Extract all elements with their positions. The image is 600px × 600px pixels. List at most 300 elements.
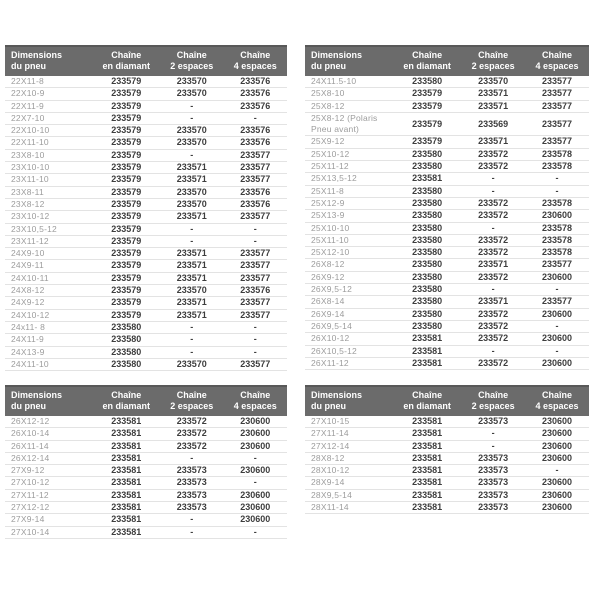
part-number: 233581 bbox=[412, 173, 443, 184]
part-number: 233581 bbox=[111, 489, 142, 500]
table-row bbox=[305, 136, 589, 148]
part-number: 233580 bbox=[412, 161, 443, 172]
table-row bbox=[5, 285, 287, 297]
tire-dimension: 23X8-11 bbox=[11, 186, 44, 197]
table-row bbox=[5, 248, 287, 260]
table-row bbox=[305, 321, 589, 333]
part-number: 233580 bbox=[412, 197, 443, 208]
part-number: 233579 bbox=[111, 297, 142, 308]
part-number: 233581 bbox=[111, 452, 142, 463]
header-line: 4 espaces bbox=[233, 401, 277, 411]
table-row bbox=[5, 174, 287, 186]
tire-dimension: 25X9-12 bbox=[311, 136, 345, 147]
part-number: 233576 bbox=[240, 285, 271, 296]
header-line: Chaîne bbox=[176, 390, 207, 400]
header-line: du pneu bbox=[11, 401, 46, 411]
part-number: - bbox=[491, 284, 495, 295]
tire-dimension: 24X11-9 bbox=[11, 334, 44, 345]
tire-dimension: 23X11-10 bbox=[11, 174, 49, 185]
tire-dimension: 25X12-9 bbox=[311, 197, 345, 208]
tire-dimension: 22X11-8 bbox=[11, 76, 44, 86]
header-line: Chaîne bbox=[240, 50, 271, 60]
column-header-chaine-4-espaces bbox=[224, 390, 287, 412]
part-number: 233572 bbox=[176, 416, 207, 426]
table-row bbox=[5, 101, 287, 113]
part-number: - bbox=[555, 320, 559, 331]
tire-dimension: 22X7-10 bbox=[11, 112, 45, 123]
part-number: - bbox=[190, 346, 194, 357]
part-number: 233570 bbox=[176, 88, 207, 99]
part-number: 233580 bbox=[412, 296, 443, 307]
part-number: 233579 bbox=[412, 100, 443, 111]
tire-dimension: 25X11-8 bbox=[311, 185, 344, 196]
table-row bbox=[305, 296, 589, 308]
part-number: 233579 bbox=[111, 285, 142, 296]
part-number: 233571 bbox=[176, 162, 207, 173]
part-number: - bbox=[555, 185, 559, 196]
part-number: 233577 bbox=[240, 309, 271, 320]
part-number: 233579 bbox=[111, 162, 142, 173]
part-number: 233572 bbox=[478, 247, 509, 258]
part-number: 233578 bbox=[542, 161, 573, 172]
tire-dimension: 22X11-10 bbox=[11, 137, 49, 148]
header-line: Dimensions bbox=[311, 390, 363, 400]
header-line: en diamant bbox=[102, 61, 150, 71]
part-number: 233571 bbox=[176, 297, 207, 308]
tire-dimension: 25X11-10 bbox=[311, 234, 349, 245]
part-number: 233570 bbox=[176, 198, 207, 209]
part-number: - bbox=[190, 321, 194, 332]
table-row bbox=[5, 334, 287, 346]
part-number: 233581 bbox=[412, 345, 443, 356]
table-row bbox=[305, 235, 589, 247]
table-row bbox=[305, 358, 589, 370]
table-row bbox=[305, 490, 589, 502]
part-number: 230600 bbox=[240, 440, 271, 451]
table-header bbox=[5, 45, 287, 76]
table-row bbox=[305, 198, 589, 210]
part-number: 233573 bbox=[478, 452, 509, 463]
tire-dimension: 25X10-12 bbox=[311, 148, 350, 159]
part-number: 233580 bbox=[412, 284, 443, 295]
part-number: 233581 bbox=[412, 357, 443, 368]
tire-dimension: 26X8-14 bbox=[311, 296, 345, 307]
tire-dimension: 25X12-10 bbox=[311, 247, 350, 258]
part-number: - bbox=[253, 452, 257, 463]
chain-table-top-right bbox=[305, 45, 589, 370]
tire-dimension: 25X13-9 bbox=[311, 210, 345, 221]
part-number: 230600 bbox=[542, 477, 573, 488]
table-row bbox=[305, 223, 589, 235]
chain-table-top-left bbox=[5, 45, 287, 371]
table-header bbox=[305, 45, 589, 76]
table-body bbox=[5, 76, 287, 371]
tire-dimension: 26X10,5-12 bbox=[311, 345, 357, 356]
tire-dimension: 24X11-10 bbox=[11, 358, 49, 369]
part-number: 233576 bbox=[240, 76, 271, 86]
part-number: - bbox=[491, 440, 495, 451]
column-header-chaine-4-espaces bbox=[525, 390, 589, 412]
part-number: 233570 bbox=[176, 358, 207, 369]
part-number: 233571 bbox=[478, 136, 509, 147]
part-number: 233579 bbox=[111, 211, 142, 222]
part-number: - bbox=[190, 235, 194, 246]
table-row bbox=[305, 76, 589, 88]
column-header-chaine-2-espaces bbox=[160, 390, 223, 412]
part-number: 233579 bbox=[111, 174, 142, 185]
part-number: 233572 bbox=[176, 428, 207, 439]
part-number: 233572 bbox=[478, 271, 509, 282]
table-row bbox=[305, 465, 589, 477]
part-number: 230600 bbox=[240, 489, 271, 500]
tire-dimension: 26X11-12 bbox=[311, 357, 349, 368]
part-number: 233576 bbox=[240, 88, 271, 99]
part-number: 233572 bbox=[478, 308, 509, 319]
column-header-chaine-diamant bbox=[393, 50, 461, 72]
part-number: 233573 bbox=[478, 465, 509, 476]
tire-dimension: 23X10-10 bbox=[11, 162, 50, 173]
tire-dimension: 27X9-14 bbox=[11, 514, 45, 525]
part-number: 233580 bbox=[412, 320, 443, 331]
table-row bbox=[5, 416, 287, 428]
table-row bbox=[305, 186, 589, 198]
part-number: 230600 bbox=[542, 308, 573, 319]
table-row bbox=[5, 162, 287, 174]
tire-dimension: 27X10-14 bbox=[11, 526, 50, 537]
part-number: 233572 bbox=[478, 161, 509, 172]
part-number: 233573 bbox=[478, 489, 509, 500]
part-number: 233580 bbox=[412, 148, 443, 159]
tire-dimension: 25X8-12 (Polaris Pneu avant) bbox=[311, 112, 378, 135]
part-number: 233577 bbox=[240, 272, 271, 283]
part-number: 233577 bbox=[240, 149, 271, 160]
table-body bbox=[305, 76, 589, 370]
tire-dimension: 27X10-12 bbox=[11, 477, 50, 488]
part-number: - bbox=[253, 223, 257, 234]
part-number: 233579 bbox=[412, 136, 443, 147]
part-number: 233581 bbox=[412, 489, 443, 500]
header-line: en diamant bbox=[403, 401, 451, 411]
tire-dimension: 25X13,5-12 bbox=[311, 173, 357, 184]
part-number: 233580 bbox=[111, 334, 142, 345]
part-number: 233579 bbox=[111, 88, 142, 99]
part-number: 233581 bbox=[412, 333, 443, 344]
part-number: 233576 bbox=[240, 186, 271, 197]
part-number: 233580 bbox=[111, 346, 142, 357]
table-row bbox=[5, 187, 287, 199]
part-number: 233579 bbox=[111, 100, 142, 111]
tire-dimension: 27X11-14 bbox=[311, 428, 349, 439]
tire-dimension: 24X11.5-10 bbox=[311, 76, 357, 86]
part-number: 233581 bbox=[412, 452, 443, 463]
part-number: - bbox=[253, 477, 257, 488]
part-number: 233570 bbox=[176, 137, 207, 148]
part-number: - bbox=[190, 452, 194, 463]
tire-dimension: 27X12-12 bbox=[11, 502, 50, 513]
part-number: 233581 bbox=[111, 477, 142, 488]
column-header-chaine-2-espaces bbox=[461, 50, 525, 72]
part-number: - bbox=[253, 321, 257, 332]
part-number: 233570 bbox=[176, 186, 207, 197]
tire-dimension: 24X13-9 bbox=[11, 346, 45, 357]
part-number: - bbox=[190, 112, 194, 123]
part-number: - bbox=[253, 235, 257, 246]
part-number: 233571 bbox=[478, 296, 509, 307]
tire-dimension: 28X9,5-14 bbox=[311, 489, 353, 500]
table-row bbox=[5, 347, 287, 359]
part-number: 233576 bbox=[240, 125, 271, 136]
column-header-chaine-diamant bbox=[393, 390, 461, 412]
table-row bbox=[305, 247, 589, 259]
part-number: 233577 bbox=[542, 100, 573, 111]
part-number: 233570 bbox=[176, 76, 207, 86]
header-line: Chaîne bbox=[111, 50, 142, 60]
table-row bbox=[305, 416, 589, 428]
table-row bbox=[305, 502, 589, 514]
header-line: Dimensions bbox=[11, 50, 63, 60]
part-number: 233577 bbox=[542, 296, 573, 307]
part-number: 233579 bbox=[111, 223, 142, 234]
part-number: 233570 bbox=[176, 285, 207, 296]
tire-dimension: 25X8-10 bbox=[311, 88, 345, 99]
column-header-chaine-diamant bbox=[92, 390, 160, 412]
part-number: 233581 bbox=[412, 465, 443, 476]
part-number: 230600 bbox=[542, 452, 573, 463]
part-number: 233573 bbox=[478, 502, 509, 513]
header-line: Dimensions bbox=[11, 390, 63, 400]
header-line: Chaîne bbox=[478, 390, 509, 400]
tire-dimension: 26X9-12 bbox=[311, 271, 345, 282]
tire-dimension: 26X11-14 bbox=[11, 440, 49, 451]
part-number: - bbox=[190, 223, 194, 234]
column-header-dimensions bbox=[305, 390, 393, 412]
part-number: 233572 bbox=[478, 234, 509, 245]
header-line: Chaîne bbox=[542, 390, 573, 400]
part-number: 233571 bbox=[176, 211, 207, 222]
part-number: 233578 bbox=[542, 234, 573, 245]
part-number: 233581 bbox=[111, 526, 142, 537]
part-number: - bbox=[190, 334, 194, 345]
part-number: 230600 bbox=[240, 465, 271, 476]
header-line: Chaîne bbox=[176, 50, 207, 60]
part-number: 233573 bbox=[176, 477, 207, 488]
part-number: 233580 bbox=[412, 222, 443, 233]
table-row bbox=[305, 477, 589, 489]
chain-table-bottom-left bbox=[5, 385, 287, 539]
header-line: du pneu bbox=[11, 61, 46, 71]
tire-dimension: 26X10-14 bbox=[11, 428, 50, 439]
header-line: Chaîne bbox=[542, 50, 573, 60]
tire-dimension: 24X9-11 bbox=[11, 260, 44, 271]
table-row bbox=[5, 297, 287, 309]
header-line: en diamant bbox=[403, 61, 451, 71]
part-number: - bbox=[491, 173, 495, 184]
part-number: 230600 bbox=[542, 333, 573, 344]
tire-dimension: 26X9,5-14 bbox=[311, 320, 353, 331]
part-number: - bbox=[253, 526, 257, 537]
part-number: 233578 bbox=[542, 222, 573, 233]
table-row bbox=[5, 76, 287, 88]
part-number: 233571 bbox=[176, 174, 207, 185]
header-line: 4 espaces bbox=[535, 61, 579, 71]
part-number: - bbox=[190, 149, 194, 160]
part-number: - bbox=[555, 465, 559, 476]
tire-dimension: 22X10-9 bbox=[11, 88, 45, 99]
header-line: 2 espaces bbox=[471, 61, 515, 71]
table-row bbox=[5, 310, 287, 322]
column-header-chaine-2-espaces bbox=[160, 50, 223, 72]
tire-dimension: 24x11- 8 bbox=[11, 321, 46, 332]
part-number: 233570 bbox=[176, 125, 207, 136]
column-header-dimensions bbox=[5, 390, 92, 412]
table-row bbox=[305, 441, 589, 453]
table-row bbox=[5, 527, 287, 539]
part-number: 233579 bbox=[111, 235, 142, 246]
part-number: 230600 bbox=[542, 210, 573, 221]
table-header bbox=[305, 385, 589, 416]
part-number: 233577 bbox=[542, 118, 573, 129]
tire-dimension: 23X10-12 bbox=[11, 211, 50, 222]
part-number: 233573 bbox=[176, 465, 207, 476]
header-line: en diamant bbox=[102, 401, 150, 411]
part-number: 230600 bbox=[240, 514, 271, 525]
part-number: 233580 bbox=[111, 321, 142, 332]
part-number: 233572 bbox=[478, 333, 509, 344]
part-number: 233579 bbox=[111, 125, 142, 136]
table-row bbox=[305, 173, 589, 185]
part-number: - bbox=[190, 514, 194, 525]
tire-dimension: 25X10-10 bbox=[311, 222, 350, 233]
part-number: 233577 bbox=[240, 248, 271, 259]
part-number: 233573 bbox=[176, 502, 207, 513]
table-row bbox=[5, 441, 287, 453]
tire-dimension: 26X10-12 bbox=[311, 333, 350, 344]
part-number: 230600 bbox=[240, 428, 271, 439]
part-number: - bbox=[491, 428, 495, 439]
part-number: 233580 bbox=[412, 247, 443, 258]
part-number: 233577 bbox=[240, 211, 271, 222]
tire-dimension: 24X9-10 bbox=[11, 248, 45, 259]
part-number: 233579 bbox=[111, 76, 142, 86]
column-header-chaine-2-espaces bbox=[461, 390, 525, 412]
tire-dimension: 24X9-12 bbox=[11, 297, 45, 308]
header-line: 2 espaces bbox=[170, 401, 214, 411]
part-number: 233581 bbox=[412, 428, 443, 439]
tire-dimension: 27X11-12 bbox=[11, 489, 49, 500]
table-row bbox=[5, 514, 287, 526]
table-row bbox=[305, 272, 589, 284]
part-number: 230600 bbox=[542, 502, 573, 513]
part-number: 233579 bbox=[111, 149, 142, 160]
tire-dimension: 23X8-10 bbox=[11, 149, 45, 160]
part-number: 233579 bbox=[412, 118, 443, 129]
header-line: du pneu bbox=[311, 401, 346, 411]
part-number: 233581 bbox=[111, 428, 142, 439]
part-number: 233573 bbox=[176, 489, 207, 500]
tire-dimension: 28X10-12 bbox=[311, 465, 350, 476]
tire-dimension: 24X10-12 bbox=[11, 309, 50, 320]
part-number: 233572 bbox=[478, 357, 509, 368]
part-number: 233572 bbox=[478, 148, 509, 159]
table-row bbox=[305, 113, 589, 137]
part-number: 233581 bbox=[111, 440, 142, 451]
column-header-chaine-4-espaces bbox=[525, 50, 589, 72]
column-header-dimensions bbox=[305, 50, 393, 72]
part-number: 230600 bbox=[240, 416, 271, 426]
table-row bbox=[5, 125, 287, 137]
table-row bbox=[5, 428, 287, 440]
header-line: 2 espaces bbox=[170, 61, 214, 71]
header-line: 2 espaces bbox=[471, 401, 515, 411]
chain-table-bottom-right bbox=[305, 385, 589, 514]
part-number: 233581 bbox=[111, 502, 142, 513]
part-number: 230600 bbox=[542, 271, 573, 282]
table-row bbox=[5, 211, 287, 223]
header-line: Chaîne bbox=[240, 390, 271, 400]
part-number: 233572 bbox=[478, 197, 509, 208]
table-row bbox=[305, 259, 589, 271]
table-row bbox=[5, 453, 287, 465]
table-row bbox=[305, 88, 589, 100]
part-number: - bbox=[491, 345, 495, 356]
table-row bbox=[5, 490, 287, 502]
part-number: 233579 bbox=[111, 112, 142, 123]
header-line: 4 espaces bbox=[535, 401, 579, 411]
part-number: 233579 bbox=[412, 88, 443, 99]
part-number: 233572 bbox=[478, 320, 509, 331]
part-number: 233580 bbox=[412, 271, 443, 282]
table-row bbox=[5, 502, 287, 514]
part-number: 233579 bbox=[111, 186, 142, 197]
tire-dimension: 26X8-12 bbox=[311, 259, 345, 270]
part-number: - bbox=[555, 173, 559, 184]
part-number: 230600 bbox=[542, 440, 573, 451]
part-number: 233576 bbox=[240, 100, 271, 111]
header-line: Chaîne bbox=[412, 390, 443, 400]
header-line: Chaîne bbox=[412, 50, 443, 60]
tire-dimension: 27X12-14 bbox=[311, 440, 350, 451]
part-number: 233580 bbox=[412, 185, 443, 196]
part-number: 233581 bbox=[412, 416, 443, 426]
header-line: Dimensions bbox=[311, 50, 363, 60]
tire-dimension: 25X8-12 bbox=[311, 100, 345, 111]
header-line: 4 espaces bbox=[233, 61, 277, 71]
column-header-dimensions bbox=[5, 50, 92, 72]
part-number: 233579 bbox=[111, 198, 142, 209]
part-number: 233577 bbox=[240, 358, 271, 369]
table-row bbox=[5, 199, 287, 211]
part-number: 230600 bbox=[542, 357, 573, 368]
table-row bbox=[305, 149, 589, 161]
tire-dimension: 27X9-12 bbox=[11, 465, 45, 476]
part-number: - bbox=[491, 185, 495, 196]
part-number: 233576 bbox=[240, 198, 271, 209]
part-number: 233577 bbox=[542, 136, 573, 147]
table-row bbox=[5, 477, 287, 489]
table-row bbox=[305, 333, 589, 345]
table-header bbox=[5, 385, 287, 416]
tire-dimension: 22X11-9 bbox=[11, 100, 44, 111]
part-number: 233578 bbox=[542, 247, 573, 258]
table-row bbox=[305, 346, 589, 358]
part-number: 233581 bbox=[412, 477, 443, 488]
tire-dimension: 23X11-12 bbox=[11, 235, 49, 246]
part-number: 233573 bbox=[478, 416, 509, 426]
tire-dimension: 25X11-12 bbox=[311, 161, 349, 172]
part-number: 233576 bbox=[240, 137, 271, 148]
header-line: Chaîne bbox=[111, 390, 142, 400]
table-row bbox=[305, 101, 589, 113]
